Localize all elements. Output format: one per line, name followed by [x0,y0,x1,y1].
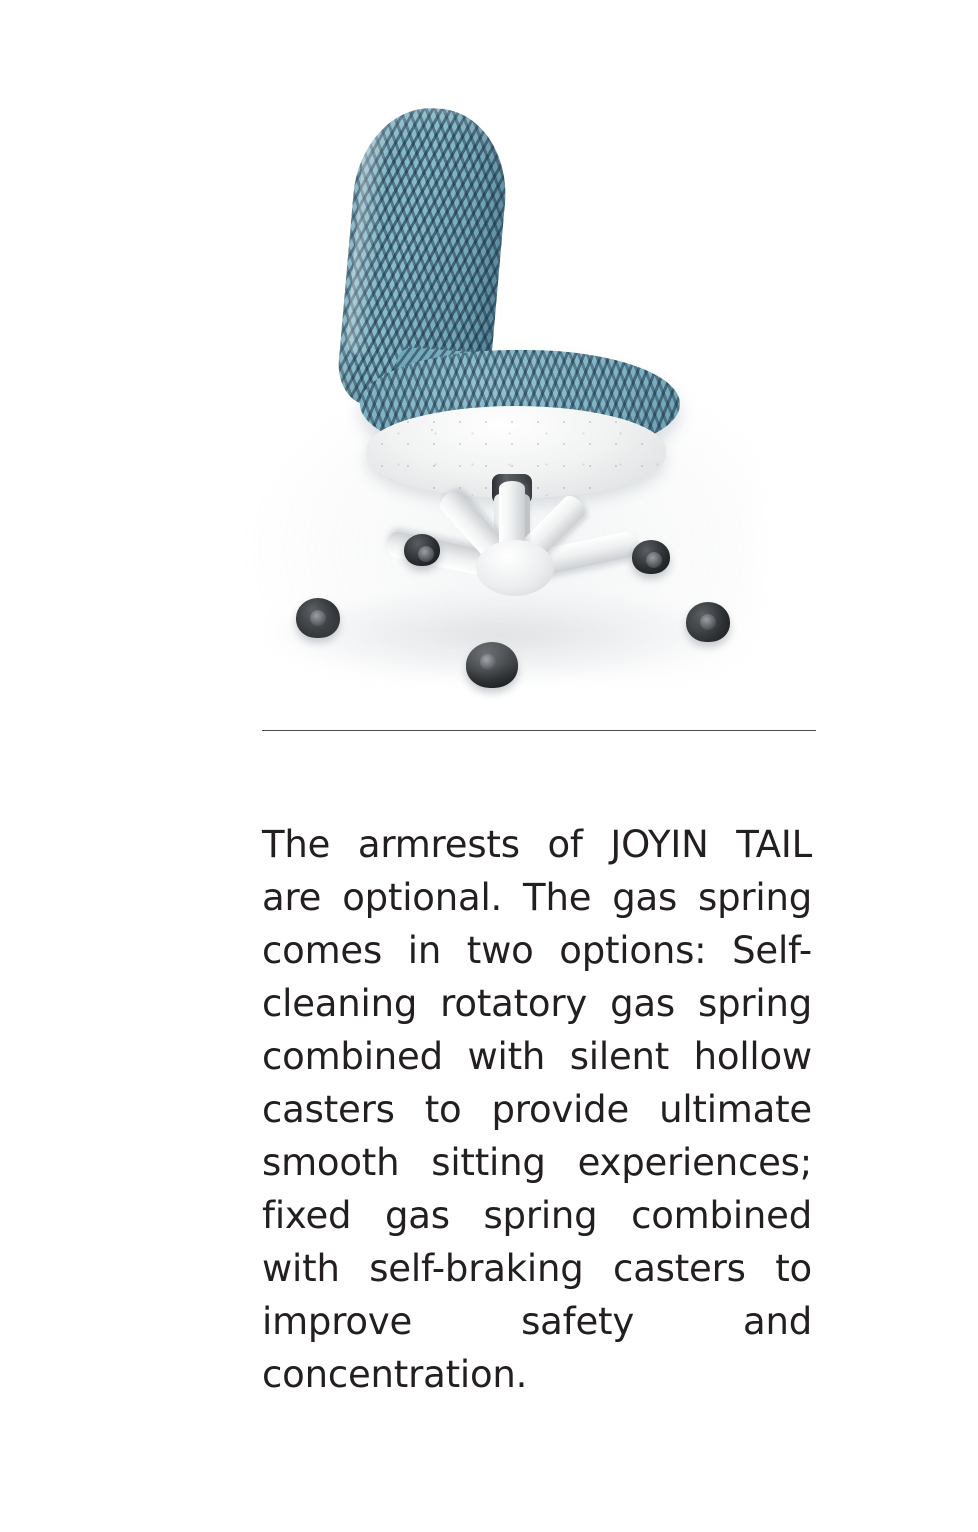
caster-hub [646,552,662,568]
section-divider [262,730,816,731]
chair-illustration [240,50,760,690]
chair-floor-shadow [260,590,740,680]
backrest-highlight [345,115,392,356]
caster-hub [418,546,434,562]
product-image-figure [0,30,978,710]
body-paragraph: The armrests of JOYIN TAIL are optional. The gas spring comes in two options: Self-cleaning rotatory gas spring combined with silent hollow casters to provide ultimate smooth sitting experiences; fixed gas spring combined with self-braking casters to improve safety and concentration. [262,823,812,1396]
chair-caster [632,540,670,574]
body-copy [262,818,812,1401]
chair-caster [404,534,440,566]
chair-base-hub [476,540,554,596]
